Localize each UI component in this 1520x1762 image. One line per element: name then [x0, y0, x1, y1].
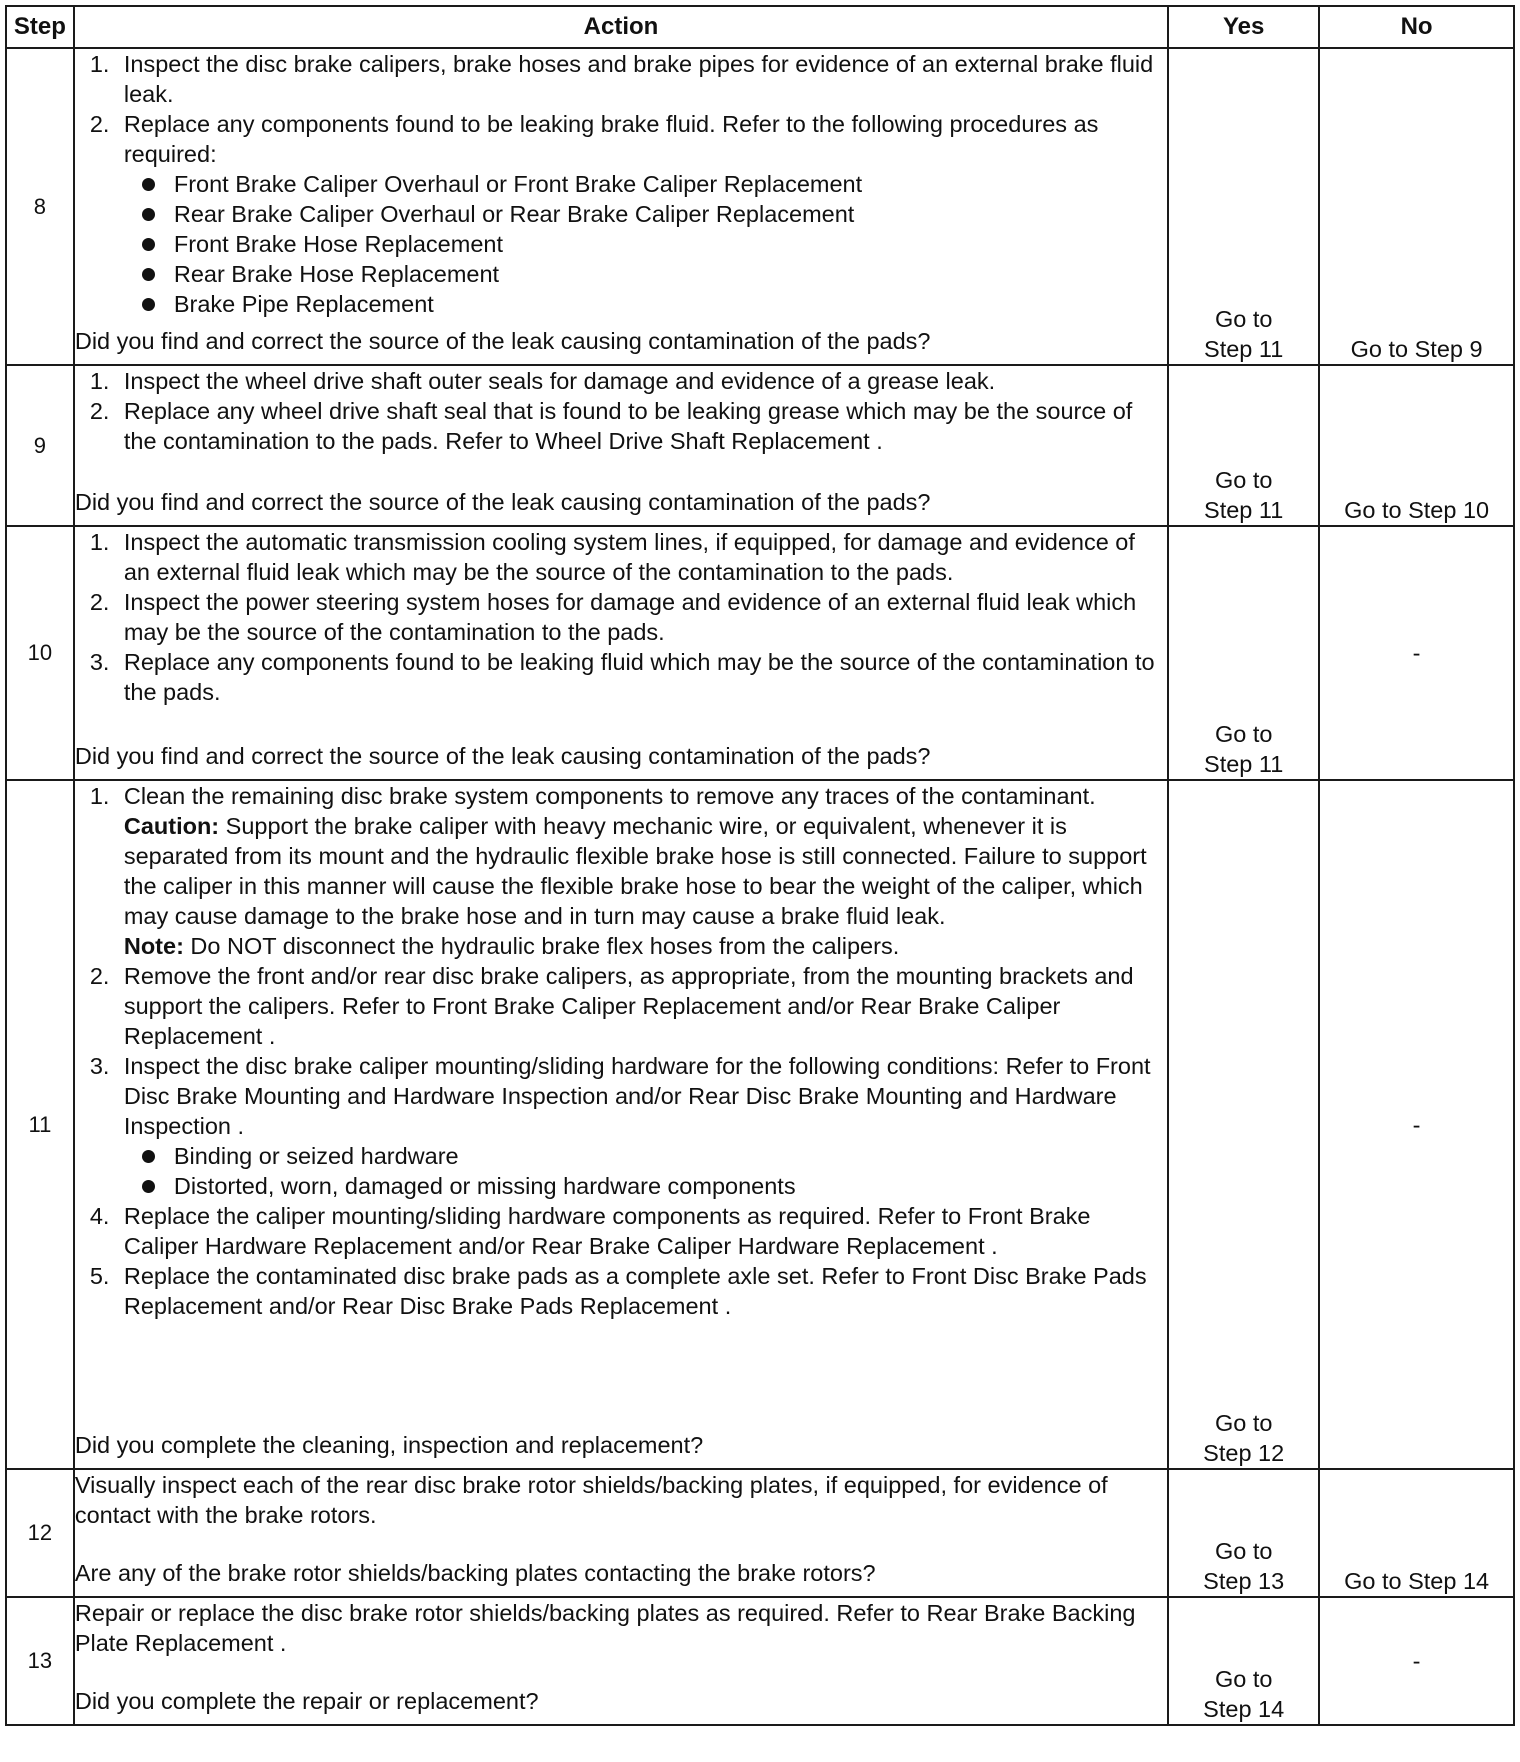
table-row — [6, 780, 1514, 1469]
bullet-item: Distorted, worn, damaged or missing hardware components — [124, 1171, 1167, 1201]
bullet-item: Front Brake Caliper Overhaul or Front Brake Caliper Replacement — [124, 169, 1167, 199]
step-number: 9 — [6, 365, 74, 526]
action-cell — [74, 365, 1168, 526]
no-cell: - — [1319, 780, 1514, 1469]
table-row — [6, 1597, 1514, 1725]
list-item: 2. Replace any wheel drive shaft seal that is found to be leaking grease which may be the source of the contamination to the pads. Refer to Wheel Drive Shaft Replacement . — [89, 398, 1133, 454]
note-label: Note: — [123, 933, 184, 959]
action-text: Visually inspect each of the rear disc brake rotor shields/backing plates, if equipped, for evidence of contact with the brake rotors. — [74, 1472, 1108, 1528]
header-row — [6, 6, 1514, 48]
yes-cell: Go to Step 11 — [1168, 48, 1319, 365]
step-number: 12 — [6, 1469, 74, 1597]
action-cell — [74, 1469, 1168, 1597]
table-row — [6, 1469, 1514, 1597]
yes-cell: Go to Step 12 — [1168, 780, 1319, 1469]
action-cell — [74, 1597, 1168, 1725]
question-text: Did you find and correct the source of the leak causing contamination of the pads? — [74, 489, 931, 515]
bullet-list — [124, 1141, 1167, 1201]
action-cell — [74, 780, 1168, 1469]
list-item: 2. Replace any components found to be leaking brake fluid. Refer to the following procedures as required: Front Brake Caliper Overhaul or Front Brake Caliper Replacement Rear Brake Caliper Overhaul or Rear Brake Caliper Replacement Front Brake Hose Replacement Rear Brake Hose Replacement Brake Pipe Replacement — [75, 109, 1167, 319]
yes-cell: Go to Step 13 — [1168, 1469, 1319, 1597]
header-action: Action — [74, 6, 1168, 48]
list-item: 1. Inspect the automatic transmission cooling system lines, if equipped, for damage and evidence of an external fluid leak which may be the source of the contamination to the pads. — [89, 529, 1135, 585]
no-cell: Go to Step 10 — [1319, 365, 1514, 526]
step-number: 10 — [6, 526, 74, 780]
header-step: Step — [6, 6, 74, 48]
action-text: Repair or replace the disc brake rotor shields/backing plates as required. Refer to Rear Brake Backing Plate Replacement . — [74, 1600, 1136, 1656]
no-cell: - — [1319, 526, 1514, 780]
action-steps — [75, 366, 1167, 456]
yes-cell: Go to Step 14 — [1168, 1597, 1319, 1725]
question-text: Did you complete the repair or replacement? — [74, 1688, 539, 1714]
list-item: 1. Inspect the disc brake calipers, brake hoses and brake pipes for evidence of an external brake fluid leak. — [89, 51, 1154, 107]
action-steps — [75, 527, 1167, 707]
list-item: 3. Replace any components found to be leaking fluid which may be the source of the contamination to the pads. — [89, 649, 1155, 705]
no-cell: - — [1319, 1597, 1514, 1725]
list-item: 2. Inspect the power steering system hoses for damage and evidence of an external fluid leak which may be the source of the contamination to the pads. — [89, 589, 1137, 645]
caution-label: Caution: — [123, 813, 220, 839]
action-cell — [74, 526, 1168, 780]
question-text: Did you find and correct the source of the leak causing contamination of the pads? — [74, 743, 931, 769]
caution-note: Caution: Support the brake caliper with heavy mechanic wire, or equivalent, whenever it is separated from its mount and the hydraulic flexible brake hose is still connected. Failure to support the caliper in this manner will cause the flexible brake hose to bear the weight of the caliper, which may cause damage to the brake hose and in turn may cause a brake fluid leak. — [123, 813, 1147, 929]
action-steps — [75, 49, 1167, 319]
list-item: 1. Inspect the wheel drive shaft outer seals for damage and evidence of a grease leak. — [89, 368, 996, 394]
bullet-item: Rear Brake Hose Replacement — [124, 259, 1167, 289]
question-text: Did you complete the cleaning, inspection and replacement? — [74, 1432, 704, 1458]
step-number: 11 — [6, 780, 74, 1469]
note: Note: Do NOT disconnect the hydraulic brake flex hoses from the calipers. — [123, 933, 900, 959]
list-item: 2. Remove the front and/or rear disc brake calipers, as appropriate, from the mounting brackets and support the calipers. Refer to Front Brake Caliper Replacement and/or Rear Brake Caliper Replacement . — [89, 963, 1134, 1049]
yes-cell: Go to Step 11 — [1168, 526, 1319, 780]
table-row — [6, 526, 1514, 780]
header-yes: Yes — [1168, 6, 1319, 48]
bullet-item: Rear Brake Caliper Overhaul or Rear Brake Caliper Replacement — [124, 199, 1167, 229]
list-item: 4. Replace the caliper mounting/sliding hardware components as required. Refer to Front Brake Caliper Hardware Replacement and/or Rear Brake Caliper Hardware Replacement . — [89, 1203, 1091, 1259]
header-no: No — [1319, 6, 1514, 48]
step-number: 8 — [6, 48, 74, 365]
table-row — [6, 48, 1514, 365]
bullet-item: Binding or seized hardware — [124, 1141, 1167, 1171]
action-steps — [75, 781, 1167, 1321]
diagnostic-table — [5, 5, 1515, 1726]
list-item: 5. Replace the contaminated disc brake pads as a complete axle set. Refer to Front Disc Brake Pads Replacement and/or Rear Disc Brake Pads Replacement . — [89, 1263, 1147, 1319]
question-text: Did you find and correct the source of the leak causing contamination of the pads? — [74, 328, 931, 354]
no-cell: Go to Step 14 — [1319, 1469, 1514, 1597]
list-item: 3. Inspect the disc brake caliper mounting/sliding hardware for the following conditions: Refer to Front Disc Brake Mounting and Hardware Inspection and/or Rear Disc Brake Mounting and Hardware Inspection . Binding or seized hardware Distorted, worn, damaged or missing hardware components — [75, 1051, 1167, 1201]
yes-cell: Go to Step 11 — [1168, 365, 1319, 526]
bullet-item: Front Brake Hose Replacement — [124, 229, 1167, 259]
step-number: 13 — [6, 1597, 74, 1725]
bullet-list — [124, 169, 1167, 319]
question-text: Are any of the brake rotor shields/backing plates contacting the brake rotors? — [74, 1560, 876, 1586]
list-item: 1. Clean the remaining disc brake system components to remove any traces of the contaminant. Caution: Support the brake caliper with heavy mechanic wire, or equivalent, whenever it is separated from its mount and the hydraulic flexible brake hose is still connected. Failure to support the caliper in this manner will cause the flexible brake hose to bear the weight of the caliper, which may cause damage to the brake hose and in turn may cause a brake fluid leak. Note: Do NOT disconnect the hydraulic brake flex hoses from the calipers. — [75, 781, 1167, 961]
bullet-item: Brake Pipe Replacement — [124, 289, 1167, 319]
table-row — [6, 365, 1514, 526]
no-cell: Go to Step 9 — [1319, 48, 1514, 365]
action-cell — [74, 48, 1168, 365]
